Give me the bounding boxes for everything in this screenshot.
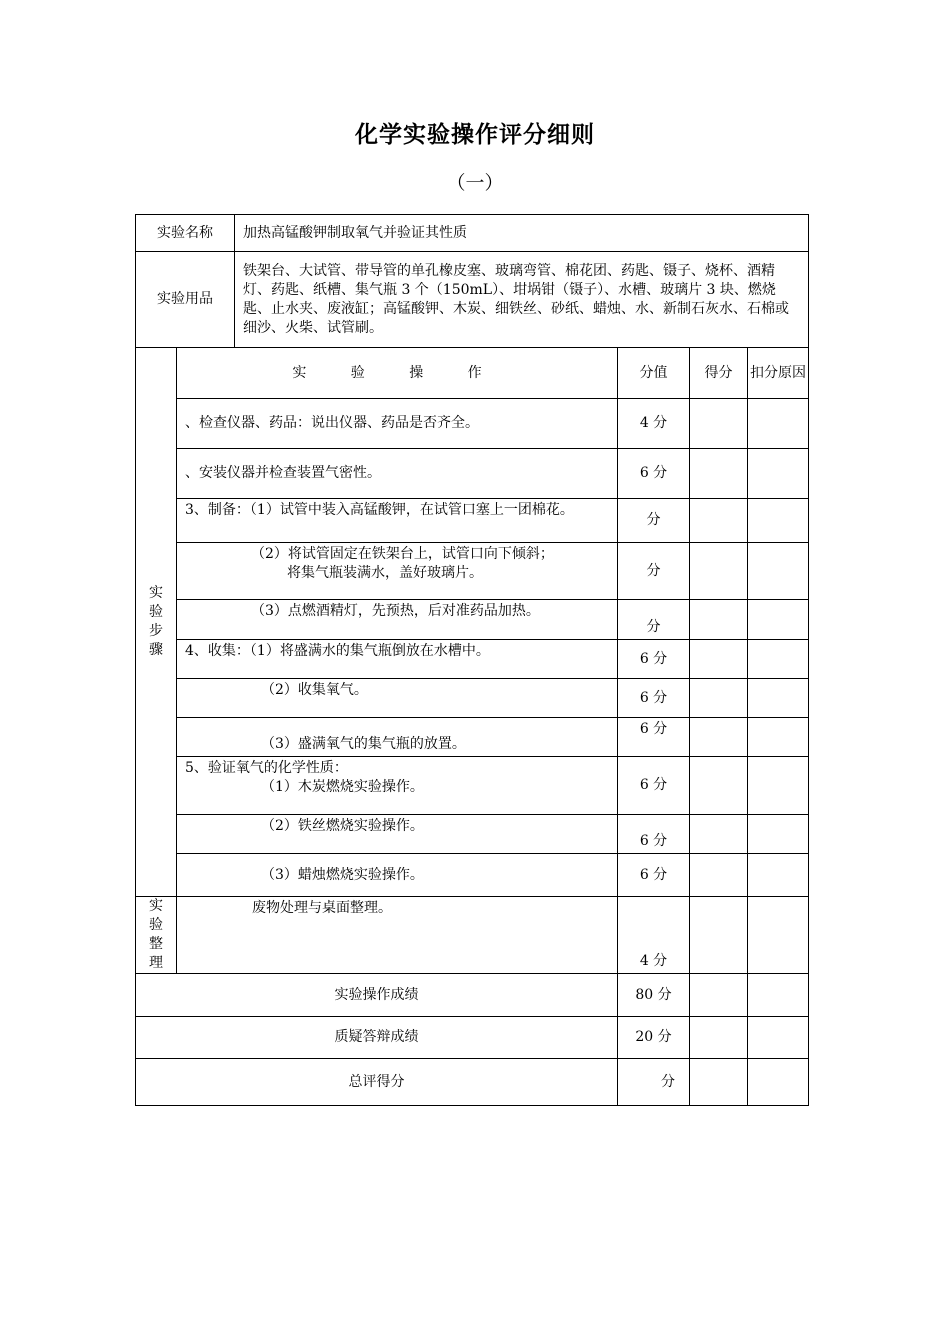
step-score: 6 分: [618, 679, 690, 718]
table-row: [136, 543, 809, 600]
tidy-score: 4 分: [618, 897, 690, 974]
step-text: 、安装仪器并检查装置气密性。: [177, 449, 618, 499]
step-text: （2）收集氧气。: [177, 679, 618, 718]
table-row: [136, 679, 809, 718]
total-score: 分: [618, 1059, 690, 1106]
step-score: 6 分: [618, 640, 690, 679]
experiment-name-value: 加热高锰酸钾制取氧气并验证其性质: [235, 215, 809, 252]
got-cell[interactable]: [690, 1017, 748, 1059]
got-cell[interactable]: [690, 1059, 748, 1106]
operation-header-row: [136, 348, 809, 399]
step-score: 6 分: [618, 757, 690, 815]
supplies-row: [136, 252, 809, 348]
got-cell[interactable]: [690, 974, 748, 1017]
steps-label: 实 验 步 骤: [136, 348, 177, 897]
got-cell[interactable]: [690, 757, 748, 815]
step-score: 6 分: [618, 449, 690, 499]
total-score: 20 分: [618, 1017, 690, 1059]
got-cell[interactable]: [690, 640, 748, 679]
experiment-name-label: 实验名称: [136, 215, 235, 252]
experiment-name-row: [136, 215, 809, 252]
got-cell[interactable]: [690, 718, 748, 757]
deduct-cell[interactable]: [748, 815, 809, 854]
scoring-table: [135, 214, 809, 1106]
step-score: 分: [618, 499, 690, 543]
deduct-cell[interactable]: [748, 499, 809, 543]
step-score: 分: [618, 600, 690, 640]
deduct-cell[interactable]: [748, 449, 809, 499]
step-score: 4 分: [618, 399, 690, 449]
deduct-cell[interactable]: [748, 757, 809, 815]
table-row: [136, 449, 809, 499]
table-row: [136, 499, 809, 543]
step-text: （2）将试管固定在铁架台上，试管口向下倾斜； 将集气瓶装满水，盖好玻璃片。: [177, 543, 618, 600]
got-cell[interactable]: [690, 854, 748, 897]
deduct-cell[interactable]: [748, 679, 809, 718]
deduct-cell[interactable]: [748, 1017, 809, 1059]
supplies-value: 铁架台、大试管、带导管的单孔橡皮塞、玻璃弯管、棉花团、药匙、镊子、烧杯、酒精灯、药匙、纸槽、集气瓶 3 个（150mL）、坩埚钳（镊子）、水槽、玻璃片 3 块、燃烧匙、止水夹、废液缸；高锰酸钾、木炭、细铁丝、砂纸、蜡烛、水、新制石灰水、石棉或细沙、火柴、试管刷。: [235, 252, 809, 348]
supplies-label: 实验用品: [136, 252, 235, 348]
step-score: 6 分: [618, 854, 690, 897]
step-text: （3）蜡烛燃烧实验操作。: [177, 854, 618, 897]
table-row: [136, 399, 809, 449]
deduct-cell[interactable]: [748, 718, 809, 757]
operation-header: 实 验 操 作: [177, 348, 618, 399]
step-text: 、检查仪器、药品：说出仪器、药品是否齐全。: [177, 399, 618, 449]
got-cell[interactable]: [690, 449, 748, 499]
step-text: （2）铁丝燃烧实验操作。: [177, 815, 618, 854]
total-score: 80 分: [618, 974, 690, 1017]
step-text: （3）点燃酒精灯，先预热，后对准药品加热。: [177, 600, 618, 640]
step-text: 5、验证氧气的化学性质： （1）木炭燃烧实验操作。: [177, 757, 618, 815]
document-subtitle: （一）: [446, 172, 504, 194]
total-row: [136, 1017, 809, 1059]
table-row: [136, 854, 809, 897]
deduct-cell[interactable]: [748, 399, 809, 449]
total-label: 实验操作成绩: [136, 974, 618, 1017]
table-row: [136, 815, 809, 854]
step-text: 3、制备：（1）试管中装入高锰酸钾，在试管口塞上一团棉花。: [177, 499, 618, 543]
got-cell[interactable]: [690, 543, 748, 600]
deduct-cell[interactable]: [748, 897, 809, 974]
got-cell[interactable]: [690, 399, 748, 449]
document-title: 化学实验操作评分细则: [355, 121, 595, 148]
table-row: [136, 640, 809, 679]
tidy-row: [136, 897, 809, 974]
step-score: 6 分: [618, 718, 690, 757]
total-row: [136, 1059, 809, 1106]
deduct-cell[interactable]: [748, 543, 809, 600]
deduct-cell[interactable]: [748, 974, 809, 1017]
got-cell[interactable]: [690, 897, 748, 974]
step-text: （3）盛满氧气的集气瓶的放置。: [177, 718, 618, 757]
deduct-cell[interactable]: [748, 1059, 809, 1106]
deduct-cell[interactable]: [748, 600, 809, 640]
got-cell[interactable]: [690, 679, 748, 718]
table-row: [136, 757, 809, 815]
table-row: [136, 600, 809, 640]
deduct-cell[interactable]: [748, 854, 809, 897]
total-label: 总评得分: [136, 1059, 618, 1106]
total-label: 质疑答辩成绩: [136, 1017, 618, 1059]
step-text: 4、收集：（1）将盛满水的集气瓶倒放在水槽中。: [177, 640, 618, 679]
tidy-label: 实 验 整 理: [136, 897, 177, 974]
got-cell[interactable]: [690, 499, 748, 543]
deduct-header: 扣分原因: [748, 348, 809, 399]
table-row: [136, 718, 809, 757]
step-score: 分: [618, 543, 690, 600]
got-cell[interactable]: [690, 600, 748, 640]
total-row: [136, 974, 809, 1017]
got-cell[interactable]: [690, 815, 748, 854]
step-score: 6 分: [618, 815, 690, 854]
score-header: 分值: [618, 348, 690, 399]
got-header: 得分: [690, 348, 748, 399]
deduct-cell[interactable]: [748, 640, 809, 679]
tidy-text: 废物处理与桌面整理。: [177, 897, 618, 974]
